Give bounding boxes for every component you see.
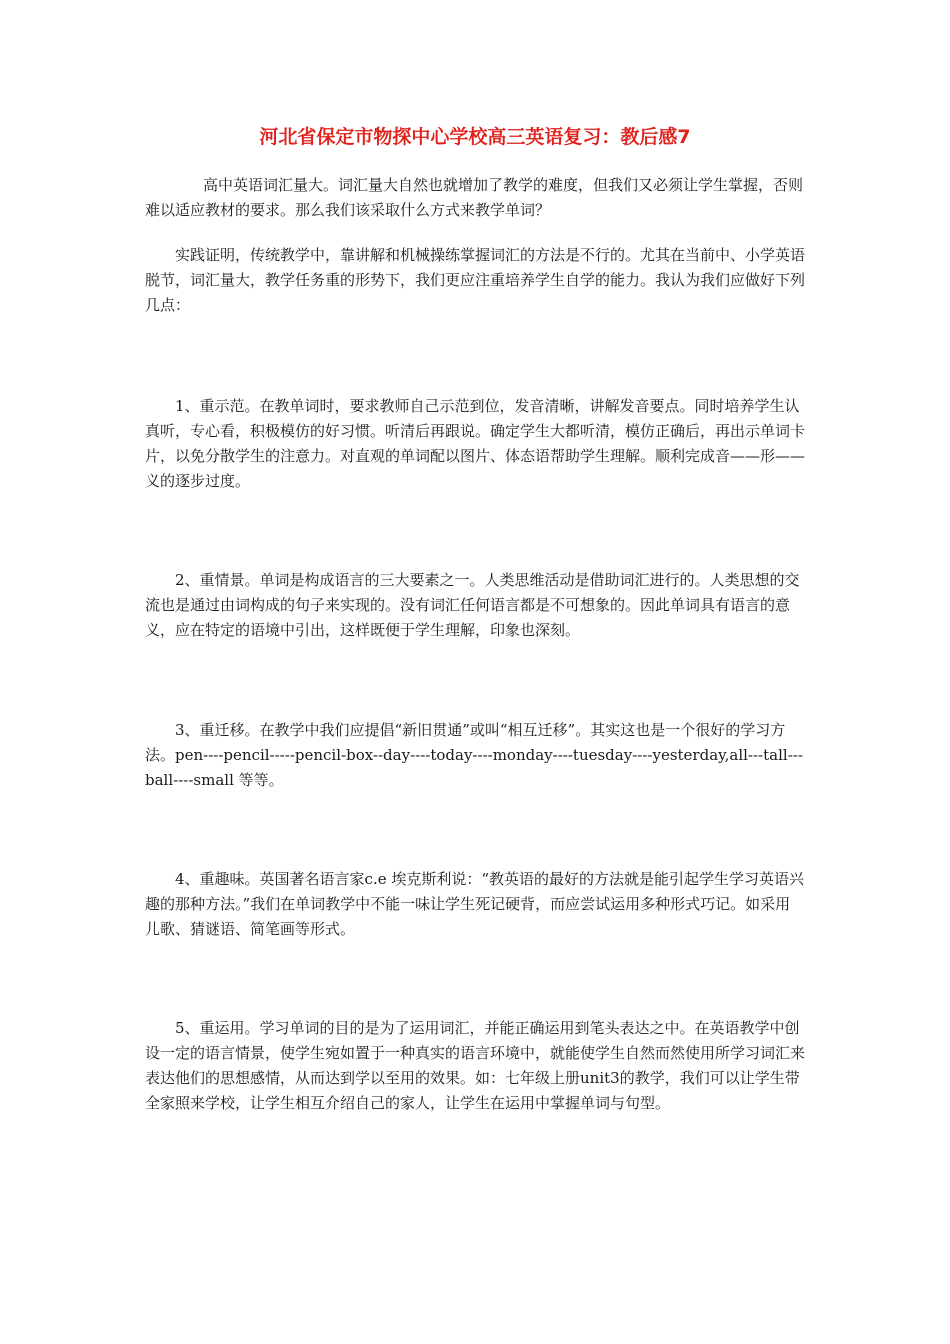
practice-paragraph: 实践证明，传统教学中，靠讲解和机械操练掌握词汇的方法是不行的。尤其在当前中、小学英语脱节，词汇量大，教学任务重的形势下，我们更应注重培养学生自学的能力。我认为我们应做好下列几点： <box>145 246 806 314</box>
point-5-paragraph: 5、重运用。学习单词的目的是为了运用词汇，并能正确运用到笔头表达之中。在英语教学中创设一定的语言情景，使学生宛如置于一种真实的语言环境中，就能使学生自然而然使用所学习词汇来表达他们的思想感情，从而达到学以至用的效果。如：七年级上册unit3的教学，我们可以让学生带全家照来学校，让学生相互介绍自己的家人，让学生在运用中掌握单词与句型。 <box>145 1019 806 1112</box>
point-4-paragraph: 4、重趣味。英国著名语言家c.e 埃克斯利说：“教英语的最好的方法就是能引起学生学习英语兴趣的那种方法。”我们在单词教学中不能一味让学生死记硬背，而应尝试运用多种形式巧记。如采用儿歌、猜谜语、简笔画等形式。 <box>145 870 805 938</box>
point-1-paragraph: 1、重示范。在教单词时，要求教师自己示范到位，发音清晰，讲解发音要点。同时培养学生认真听，专心看，积极模仿的好习惯。听清后再跟说。确定学生大都听清，模仿正确后，再出示单词卡片，以免分散学生的注意力。对直观的单词配以图片、体态语帮助学生理解。顺利完成音——形——义的逐步过度。 <box>145 397 806 490</box>
point-3-paragraph: 3、重迁移。在教学中我们应提倡“新旧贯通”或叫“相互迁移”。其实这也是一个很好的学习方法。pen----pencil-----pencil-box--day----today----monday----tuesday----yesterday,all---tall---ball----small 等等。 <box>145 721 803 789</box>
point-2-paragraph: 2、重情景。单词是构成语言的三大要素之一。人类思维活动是借助词汇进行的。人类思想的交流也是通过由词构成的句子来实现的。没有词汇任何语言都是不可想象的。因此单词具有语言的意义，应在特定的语境中引出，这样既便于学生理解，印象也深刻。 <box>145 571 800 639</box>
intro-paragraph: 高中英语词汇量大。词汇量大自然也就增加了教学的难度，但我们又必须让学生掌握，否则难以适应教材的要求。那么我们该采取什么方式来教学单词？ <box>145 176 804 219</box>
document-title: 河北省保定市物探中心学校高三英语复习：教后感7 <box>259 126 691 148</box>
